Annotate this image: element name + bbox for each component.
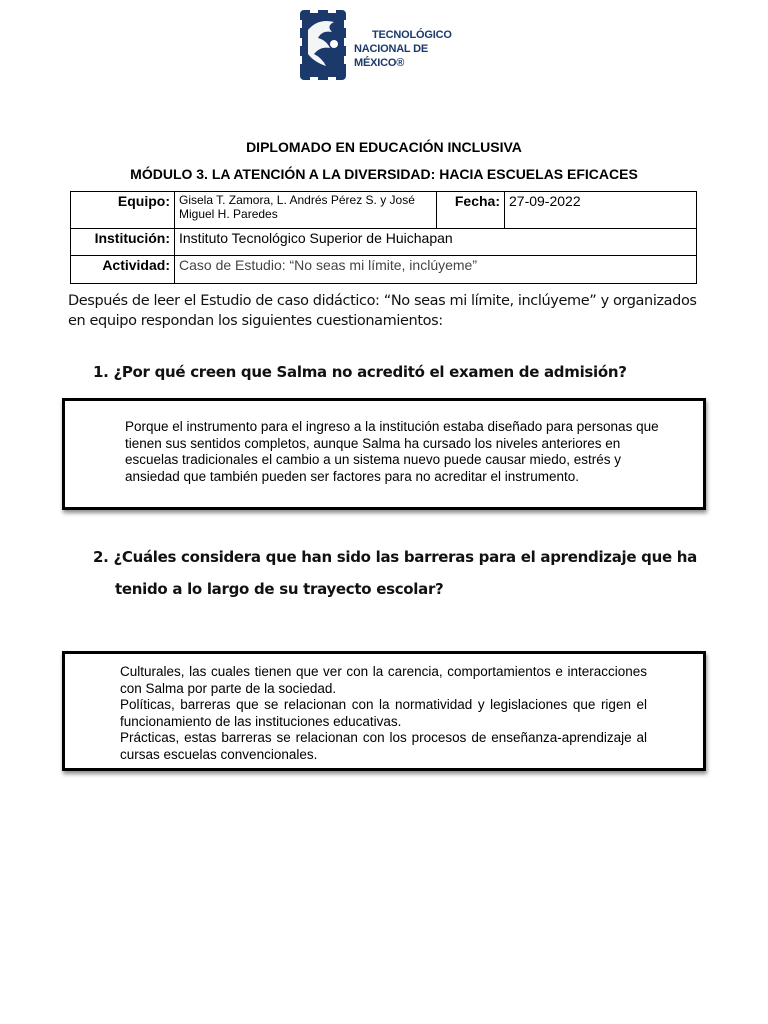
fecha-value: 27-09-2022 (505, 192, 697, 229)
institucion-label: Institución: (71, 229, 175, 256)
module-title: MÓDULO 3. LA ATENCIÓN A LA DIVERSIDAD: HACIA ESCUELAS EFICACES (130, 166, 638, 182)
answer-2-text (120, 664, 647, 763)
question-2-line-1: 2. ¿Cuáles considera que han sido las barreras para el aprendizaje que ha (93, 548, 697, 566)
info-table (70, 191, 697, 284)
actividad-value: Caso de Estudio: “No seas mi límite, inclúyeme” (175, 256, 697, 284)
answer-2-paragraph: Políticas, barreras que se relacionan con la normatividad y legislaciones que rigen el funcionamiento de las instituciones educativas. (120, 697, 647, 729)
info-row-equipo (71, 192, 697, 229)
equipo-label: Equipo: (71, 192, 175, 229)
answer-2-paragraph: Culturales, las cuales tienen que ver con la carencia, comportamientos e interacciones con Salma por parte de la sociedad. (120, 664, 647, 696)
logo-text (354, 28, 476, 70)
fecha-label: Fecha: (437, 192, 505, 229)
answer-2-paragraph: Prácticas, estas barreras se relacionan con los procesos de enseñanza-aprendizaje al cursas escuelas convencionales. (120, 730, 647, 762)
question-1: 1. ¿Por qué creen que Salma no acreditó el examen de admisión? (93, 363, 627, 381)
answer-box-1 (62, 398, 706, 510)
actividad-label: Actividad: (71, 256, 175, 284)
answer-box-2 (62, 651, 706, 771)
info-row-institucion (71, 229, 697, 256)
tecnm-logo (296, 8, 476, 84)
tecnm-emblem-icon (296, 8, 352, 84)
logo-line-1: TECNOLÓGICO (372, 29, 452, 41)
document-title: DIPLOMADO EN EDUCACIÓN INCLUSIVA (246, 139, 522, 155)
equipo-value: Gisela T. Zamora, L. Andrés Pérez S. y José Miguel H. Paredes (175, 192, 437, 229)
logo-line-2: NACIONAL DE MÉXICO® (354, 43, 428, 69)
answer-1-text: Porque el instrumento para el ingreso a la institución estaba diseñado para personas que tienen sus sentidos completos, aunque Salma ha cursado los niveles anteriores en escuelas tradicionales el cambio a un sistema nuevo puede causar miedo, estrés y ansiedad que también pueden ser factores para no acreditar el instrumento. (125, 419, 659, 484)
question-2-line-2: tenido a lo largo de su trayecto escolar? (115, 580, 444, 598)
institucion-value: Instituto Tecnológico Superior de Huichapan (175, 229, 697, 256)
instructions-text: Después de leer el Estudio de caso didáctico: “No seas mi límite, inclúyeme” y organizados en equipo respondan los siguientes cuestionamientos: (68, 293, 697, 329)
info-row-actividad (71, 256, 697, 284)
